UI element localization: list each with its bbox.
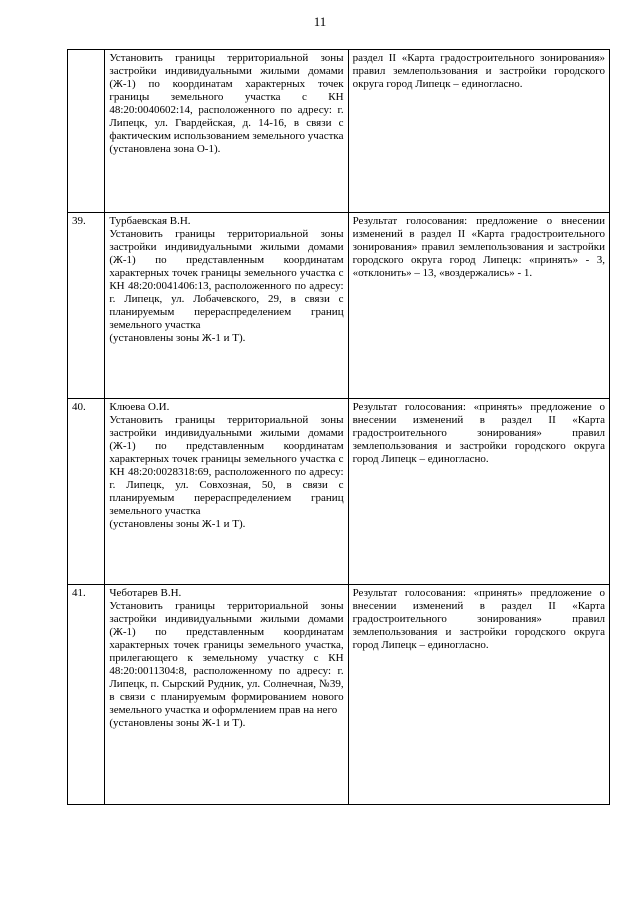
table-row: [68, 585, 610, 805]
proposal-text: Установить границы территориальной зоны застройки индивидуальными жилыми домами (Ж-1) по представленным координатам характерных точек границы земельного участка с КН 48:20:0041406:13, расположенного по адресу: г. Липецк, ул. Лобачевского, 29, в связи с планируемым перераспределением границ земельного участка: [109, 228, 344, 331]
voting-result: раздел II «Карта градостроительного зонирования» правил землепользования и застройки городского округа город Липецк – единогласно.: [348, 50, 609, 213]
applicant-name: Клюева О.И.: [109, 401, 170, 413]
proposal-description: [105, 50, 348, 213]
table-row: [68, 50, 610, 213]
voting-result: Результат голосования: «принять» предложение о внесении изменений в раздел II «Карта градостроительного зонирования» правил землепользования и застройки городского округа город Липецк – единогласно.: [348, 399, 609, 585]
proposal-description: [105, 399, 348, 585]
table-row: [68, 399, 610, 585]
proposal-note: (установлены зоны Ж-1 и Т).: [109, 332, 246, 344]
proposal-note: (установлена зона О-1).: [109, 143, 221, 155]
row-number: 39.: [68, 213, 105, 399]
applicant-name: Турбаевская В.Н.: [109, 215, 191, 227]
row-number: [68, 50, 105, 213]
applicant-name: Чеботарев В.Н.: [109, 587, 182, 599]
proposal-text: Установить границы территориальной зоны застройки индивидуальными жилыми домами (Ж-1) по представленным координатам характерных точек границы земельного участка с КН 48:20:0028318:69, расположенного по адресу: г. Липецк, ул. Совхозная, 50, в связи с планируемым перераспределением границ земельного участка: [109, 414, 344, 517]
proposal-text: Установить границы территориальной зоны застройки индивидуальными жилыми домами (Ж-1) по представленным координатам характерных точек границы земельного участка, прилегающего к земельному участку с КН 48:20:0011304:8, расположенному по адресу: г. Липецк, п. Сырский Рудник, ул. Солнечная, №39, в связи с планируемым формированием нового земельного участка и оформлением прав на него: [109, 600, 344, 716]
proposals-table: [67, 49, 610, 805]
row-number: 40.: [68, 399, 105, 585]
row-number: 41.: [68, 585, 105, 805]
proposal-description: [105, 213, 348, 399]
proposal-note: (установлены зоны Ж-1 и Т).: [109, 717, 246, 729]
table-row: [68, 213, 610, 399]
proposal-text: Установить границы территориальной зоны застройки индивидуальными жилыми домами (Ж-1) по координатам характерных точек границы земельного участка с КН 48:20:0040602:14, расположенного по адресу: г. Липецк, ул. Гвардейская, д. 14-16, в связи с фактическим использованием земельного участка: [109, 52, 344, 142]
voting-result: Результат голосования: «принять» предложение о внесении изменений в раздел II «Карта градостроительного зонирования» правил землепользования и застройки городского округа город Липецк – единогласно.: [348, 585, 609, 805]
proposal-note: (установлены зоны Ж-1 и Т).: [109, 518, 246, 530]
proposal-description: [105, 585, 348, 805]
page-number: 11: [313, 14, 327, 29]
voting-result: Результат голосования: предложение о внесении изменений в раздел II «Карта градостроительного зонирования» правил землепользования и застройки городского округа город Липецк: «принять» - 3, «отклонить» – 13, «воздержались» - 1.: [348, 213, 609, 399]
